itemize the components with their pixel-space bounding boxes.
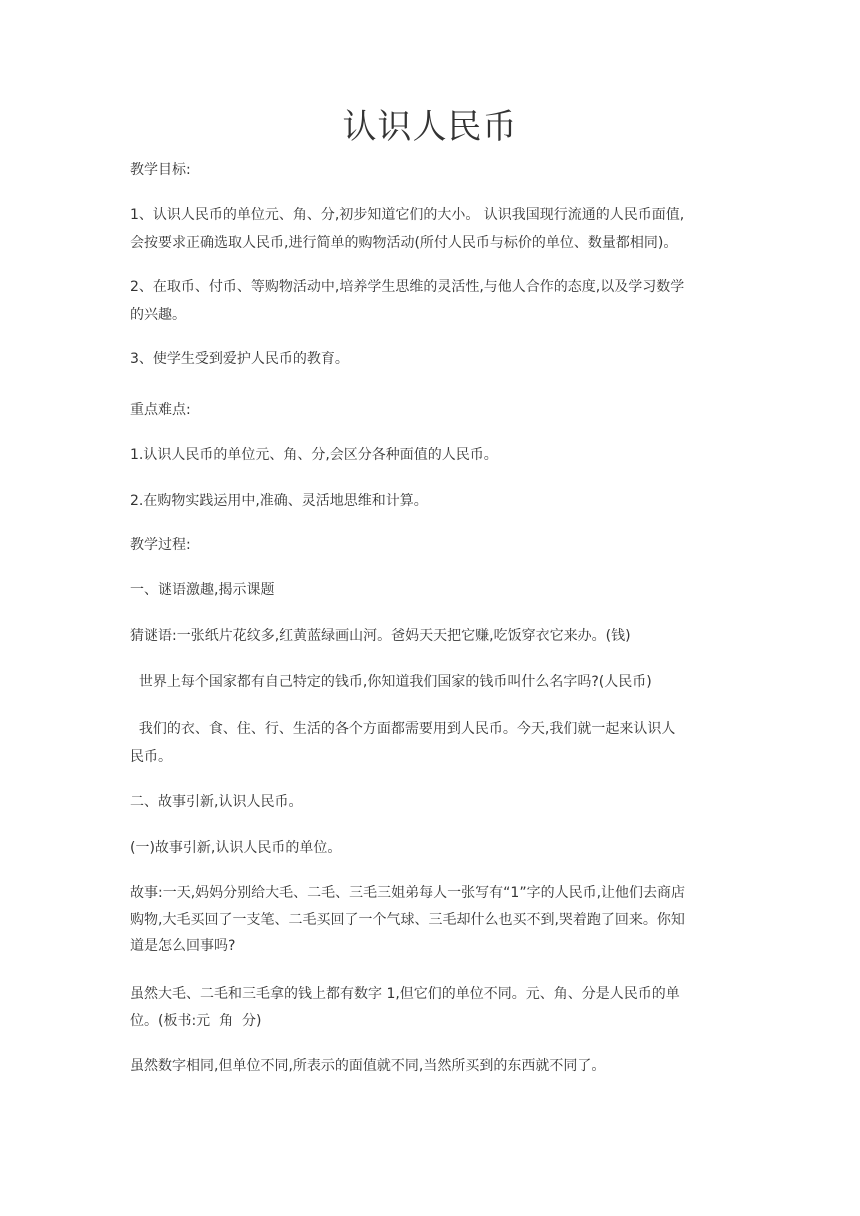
- paragraph-line: 位。(板书:元 角 分): [130, 1013, 262, 1029]
- paragraph-line: 3、使学生受到爱护人民币的教育。: [130, 351, 349, 367]
- paragraph-line: 1.认识人民币的单位元、角、分,会区分各种面值的人民币。: [130, 447, 498, 463]
- paragraph-line: 虽然数字相同,但单位不同,所表示的面值就不同,当然所买到的东西就不同了。: [130, 1058, 606, 1074]
- paragraph-line: 2、在取币、付币、等购物活动中,培养学生思维的灵活性,与他人合作的态度,以及学习数学: [130, 279, 685, 295]
- paragraph-line: 故事:一天,妈妈分别给大毛、二毛、三毛三姐弟每人一张写有“1”字的人民币,让他们去商店: [130, 885, 686, 901]
- paragraph-line: 一、谜语激趣,揭示课题: [130, 582, 275, 598]
- paragraph-line: 购物,大毛买回了一支笔、二毛买回了一个气球、三毛却什么也买不到,哭着跑了回来。你知: [130, 912, 685, 928]
- paragraph-line: 虽然大毛、二毛和三毛拿的钱上都有数字 1,但它们的单位不同。元、角、分是人民币的单: [130, 986, 680, 1002]
- paragraph-line: 猜谜语:一张纸片花纹多,红黄蓝绿画山河。爸妈天天把它赚,吃饭穿衣它来办。(钱): [130, 628, 631, 644]
- paragraph-line: 1、认识人民币的单位元、角、分,初步知道它们的大小。 认识我国现行流通的人民币面值,: [130, 207, 685, 223]
- paragraph-line: 2.在购物实践运用中,准确、灵活地思维和计算。: [130, 493, 428, 509]
- paragraph-line: 道是怎么回事吗?: [130, 938, 236, 954]
- section-heading-objectives: 教学目标:: [130, 162, 191, 178]
- paragraph-line: 世界上每个国家都有自己特定的钱币,你知道我们国家的钱币叫什么名字吗?(人民币): [130, 674, 652, 690]
- paragraph-line: 会按要求正确选取人民币,进行简单的购物活动(所付人民币与标价的单位、数量都相同)。: [130, 235, 678, 251]
- paragraph-line: 二、故事引新,认识人民币。: [130, 794, 303, 810]
- section-heading-key-points: 重点难点:: [130, 402, 191, 418]
- paragraph-line: 的兴趣。: [130, 307, 186, 323]
- paragraph-line: 民币。: [130, 749, 172, 765]
- paragraph-line: (一)故事引新,认识人民币的单位。: [130, 840, 342, 856]
- paragraph-line: 我们的衣、食、住、行、生活的各个方面都需要用到人民币。今天,我们就一起来认识人: [130, 721, 676, 737]
- section-heading-process: 教学过程:: [130, 537, 191, 553]
- document-title: 认识人民币: [342, 107, 518, 147]
